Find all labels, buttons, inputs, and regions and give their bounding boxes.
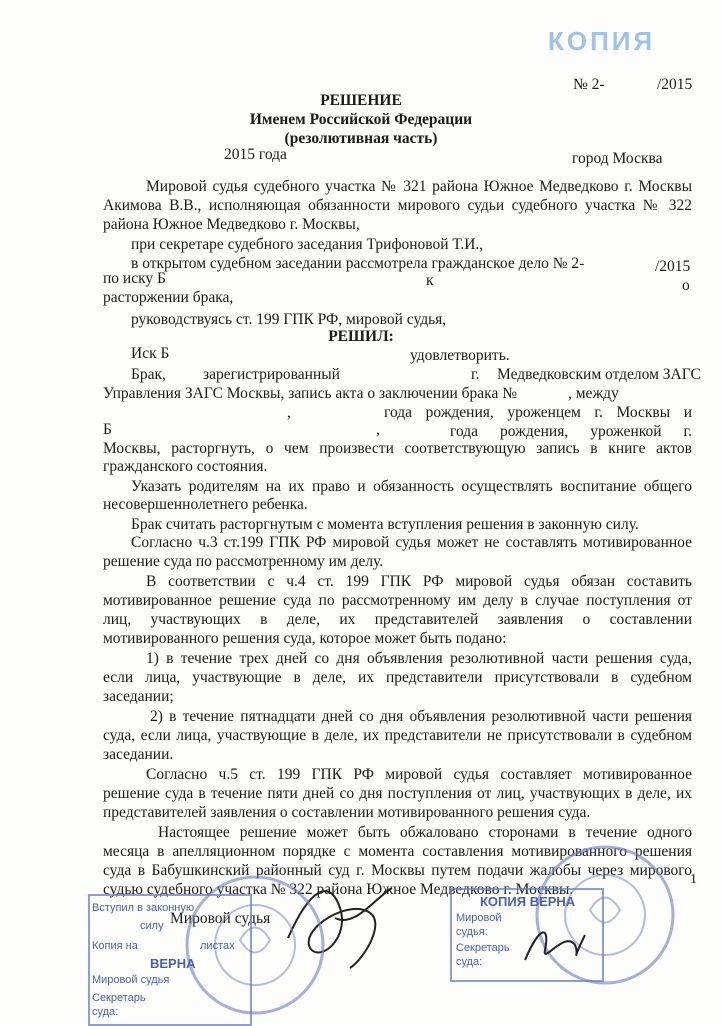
text-line: /2015 (655, 258, 691, 275)
text-line: Брак считать расторгнутым с момента вступления решения в законную силу. (131, 516, 639, 533)
stamp-text: КОПИЯ ВЕРНА (480, 894, 576, 909)
text-line: Мировой судья судебного участка № 321 района Южное Медведково г. Москвы (146, 178, 692, 195)
text-line: решение суда по рассмотренному им делу. (103, 553, 384, 570)
text-line: в открытом судебном заседании рассмотрела гражданское дело № 2- (131, 255, 585, 272)
text-line: мотивированное решение суда по рассмотренному им делу в случае поступления от (103, 592, 692, 609)
text-line: судью судебного участка № 322 района Южное Медведково г. Москвы. (103, 881, 574, 898)
text-line: к (426, 272, 434, 289)
text-line: Согласно ч.5 ст. 199 ГПК РФ мировой судья составляет мотивированное (146, 766, 692, 783)
case-number: № 2- (573, 76, 605, 93)
text-line: Акимова В.В., исполняющая обязанности мирового судьи судебного участка № 322 (103, 197, 692, 214)
copy-watermark: КОПИЯ (548, 26, 656, 56)
stamp-text: силу (140, 920, 164, 932)
case-year: /2015 (657, 76, 693, 93)
text-line: при секретаре судебного заседания Трифоновой Т.И., (131, 236, 484, 253)
signature-caption: Мировой судья (170, 910, 271, 927)
stamp-text: Секретарь (92, 992, 146, 1004)
stamp-text: Мировой (456, 912, 502, 924)
text-line: , (376, 421, 380, 438)
text-line: если лица, участвующие в деле, их представители присутствовали в судебном (103, 669, 692, 686)
text-line: 1) в течение трех дней со дня объявления резолютивной части решения суда, (146, 650, 692, 667)
stamp-text: ВЕРНА (150, 956, 196, 971)
decision-city: город Москва (572, 150, 663, 167)
text-line: , между (568, 385, 619, 402)
decision-date: 2015 года (224, 146, 287, 163)
text-line: Управления ЗАГС Москвы, запись акта о заключении брака № (103, 385, 518, 402)
stamp-text: листах (200, 940, 235, 952)
text-line: представителей заявления о составлении мотивированного решения суда. (103, 804, 591, 821)
text-line: Согласно ч.3 ст.199 ГПК РФ мировой судья может не составлять мотивированное (131, 534, 692, 551)
text-line: несовершеннолетнего ребенка. (103, 496, 308, 513)
stamp-text: Секретарь (456, 942, 510, 954)
stamp-text: Вступил в законную (92, 902, 195, 914)
text-line: года рождения, уроженцем г. Москвы и (384, 404, 692, 421)
text-line: по иску Б (103, 270, 166, 287)
text-line: гражданского состояния. (103, 458, 268, 475)
document-subtitle: Именем Российской Федерации (249, 111, 473, 128)
stamp-text: Копия на (92, 940, 138, 952)
stamp-text: суда: (456, 956, 483, 968)
document-title: РЕШЕНИЕ (320, 92, 402, 109)
text-line: Б (103, 421, 112, 438)
text-line: расторжении брака, (103, 289, 234, 306)
text-line: зарегистрированный (203, 366, 340, 383)
text-line: мотивированного решения суда, которое может быть подано: (103, 630, 507, 647)
text-line: Медведковским отделом ЗАГС (497, 366, 701, 383)
resolved-heading: РЕШИЛ: (328, 328, 394, 345)
text-line: заседании; (103, 688, 174, 705)
text-line: района Южное Медведково г. Москвы, (103, 216, 360, 233)
text-line: удовлетворить. (410, 347, 510, 364)
text-line: года рождения, уроженкой г. (450, 423, 692, 440)
secretary-signature (520, 920, 590, 970)
text-line: месяца в апелляционном порядке с момента составления мотивированного решения (103, 843, 692, 860)
text-line: суда в Бабушкинский районный суд г. Москвы путем подачи жалобы через мирового (103, 862, 692, 879)
text-line: В соответствии с ч.4 ст. 199 ГПК РФ мировой судья обязан составить (146, 573, 692, 590)
text-line: руководствуясь ст. 199 ГПК РФ, мировой судья, (131, 311, 447, 328)
stamp-text: судья: (456, 926, 488, 938)
text-line: Настоящее решение может быть обжаловано сторонами в течение одного (158, 824, 692, 841)
text-line: суда, если лица, участвующие в деле, их представители не присутствовали в судебном (103, 727, 692, 744)
text-line: , (287, 404, 291, 421)
text-line: лиц, участвующих в деле, их представителей заявления о составлении (103, 611, 692, 628)
text-line: заседании. (103, 746, 174, 763)
text-line: Москвы, расторгнуть, о чем произвести соответствующую запись в книге актов (103, 440, 692, 457)
stamp-text: суда: (92, 1006, 119, 1018)
stamp-text: Мировой судья (92, 974, 170, 986)
text-line: Иск Б (131, 345, 170, 362)
text-line: Брак, (131, 366, 166, 383)
text-line: 2) в течение пятнадцати дней со дня объявления резолютивной части решения (150, 708, 692, 725)
text-line: о (682, 277, 690, 294)
document-part: (резолютивная часть) (284, 130, 438, 147)
text-line: Указать родителям на их право и обязанность осуществлять воспитание общего (131, 478, 692, 495)
page-number: 1 (690, 872, 697, 887)
text-line: г. (471, 366, 480, 383)
text-line: решение суда в течение пяти дней со дня поступления от лиц, участвующих в деле, их (103, 785, 692, 802)
